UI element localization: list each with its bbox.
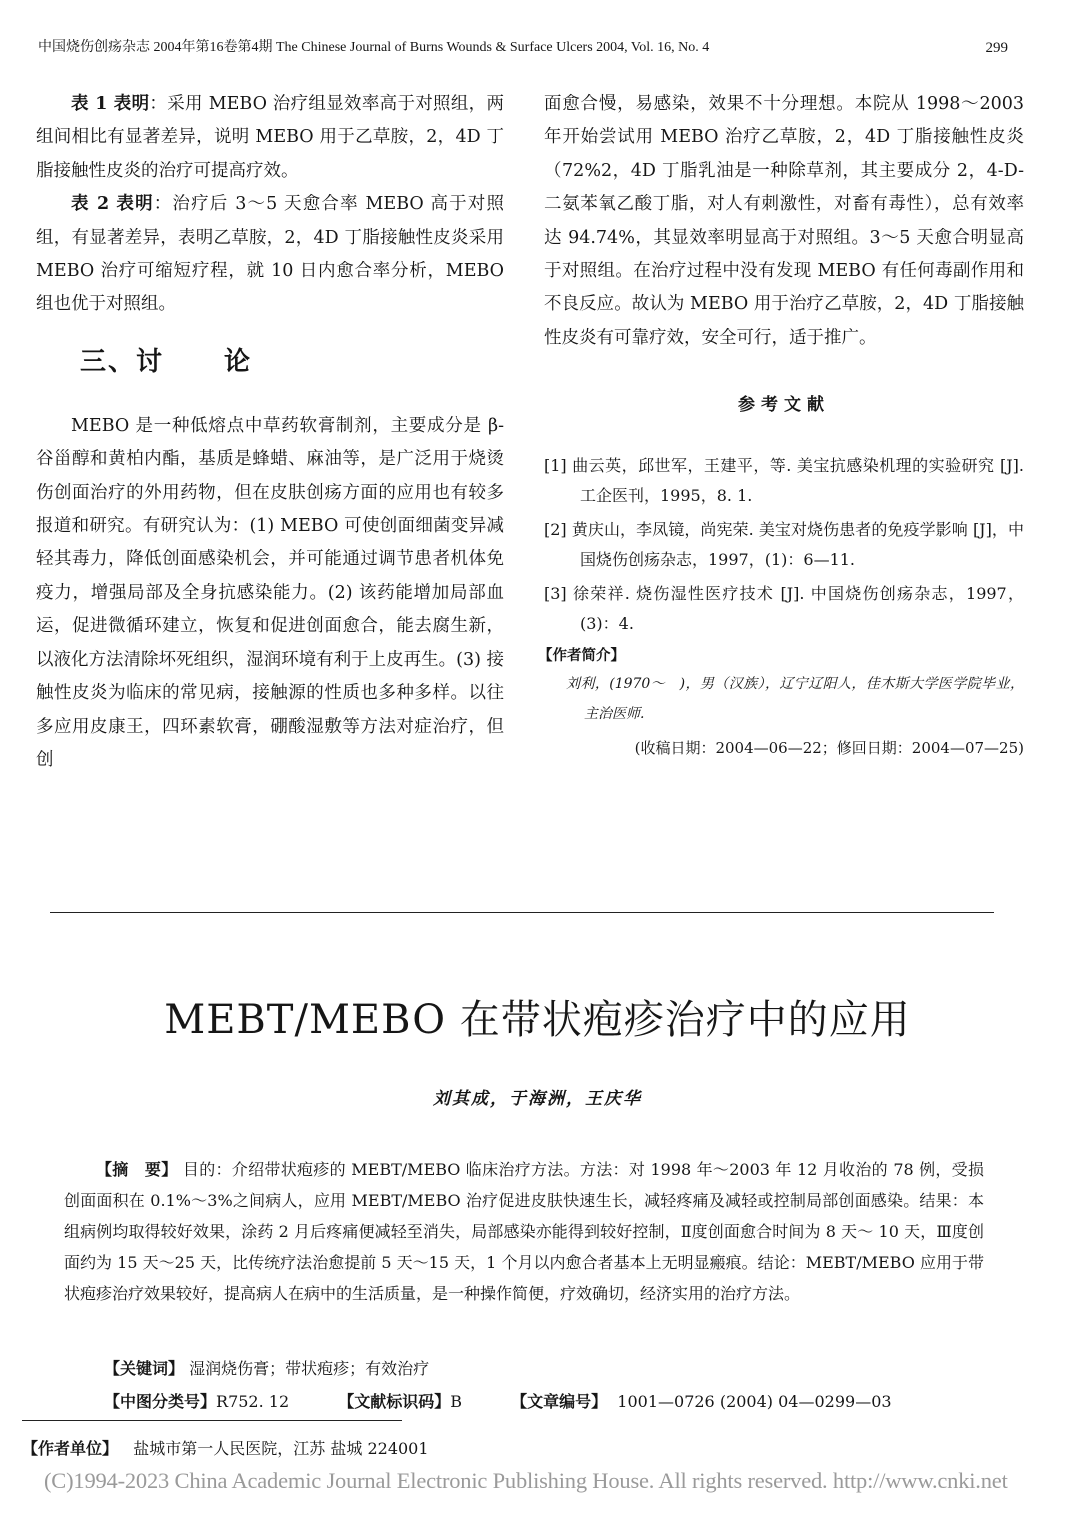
reference-item: [3] 徐荣祥. 烧伤湿性医疗技术 [J]. 中国烧伤创疡杂志，1997，(3)：4. — [544, 583, 1024, 633]
running-header — [38, 38, 1038, 62]
article-divider — [50, 912, 994, 913]
affiliation-value: 盐城市第一人民医院，江苏 盐城 224001 — [133, 1439, 429, 1458]
abstract — [64, 1154, 984, 1309]
copyright-watermark: (C)1994-2023 China Academic Journal Electronic Publishing House. All rights reserved. http://www.cnki.net — [44, 1468, 1008, 1493]
discussion-continuation: 面愈合慢，易感染，效果不十分理想。本院从 1998～2003 年开始尝试用 MEBO 治疗乙草胺，2，4D 丁脂接触性皮炎（72%2，4D 丁脂乳油是一种除草剂，其主要成分 2，4-D-二氨苯氧乙酸丁脂，对人有刺激性，对畜有毒性），总有效率达 94.74%，其显效率明显高于对照组。3～5 天愈合明显高于对照组。在治疗过程中没有发现 MEBO 有任何毒副作用和不良反应。故认为 MEBO 用于治疗乙草胺，2，4D 丁脂接触性皮炎有可靠疗效，安全可行，适于推广。 — [544, 94, 1024, 348]
reference-item: [2] 黄庆山，李凤镜，尚宪荣. 美宝对烧伤患者的免疫学影响 [J]，中国烧伤创疡杂志，1997，(1)：6—11. — [544, 519, 1024, 569]
abstract-label: 【摘 要】 — [96, 1160, 178, 1179]
keywords-label: 【关键词】 — [104, 1359, 185, 1378]
left-column — [36, 88, 504, 777]
article-no-field — [511, 1392, 913, 1411]
doc-code-label: 【文献标识码】 — [338, 1392, 451, 1411]
section-heading-discussion — [36, 340, 504, 384]
table1-text: ：采用 MEBO 治疗组显效率高于对照组，两组间相比有显著差异，说明 MEBO 用于乙草胺，2，4D 丁脂接触性皮炎的治疗可提高疗效。 — [36, 94, 504, 181]
doc-code-value: B — [450, 1392, 463, 1411]
table2-text: ：治疗后 3～5 天愈合率 MEBO 高于对照组，有显著差异，表明乙草胺，2，4D 丁脂接触性皮炎采用 MEBO 治疗可缩短疗程，就 10 日内愈合率分析，MEBO 组也优于对照组。 — [36, 194, 504, 315]
references-title: 参考文献 — [738, 395, 830, 416]
classification-row — [104, 1388, 1044, 1416]
article-authors: 刘其成，于海洲，王庆华 — [433, 1089, 642, 1109]
received-dates: (收稿日期：2004—06—22；修回日期：2004—07—25) — [634, 738, 1024, 757]
doc-code-field — [338, 1392, 484, 1411]
discussion-paragraph: MEBO 是一种低熔点中草药软膏制剂，主要成分是 β-谷甾醇和黄柏内酯，基质是蜂蜡、麻油等，是广泛用于烧烫伤创面治疗的外用药物，但在皮肤创疡方面的应用也有较多报道和研究。有研究认为：(1) MEBO 可使创面细菌变异减轻其毒力，降低创面感染机会，并可能通过调节患者机体免疫力，增强局部及全身抗感染能力。(2) 该药能增加局部血运，促进微循环建立，恢复和促进创面愈合，能去腐生新，以液化方法清除坏死组织，湿润环境有利于上皮再生。(3) 接触性皮炎为临床的常见病，接触源的性质也多种多样。以往多应用皮康王，四环素软膏，硼酸湿敷等方法对症治疗，但创 — [36, 415, 504, 770]
clc-value: R752. 12 — [216, 1392, 290, 1411]
journal-citation: 中国烧伤创疡杂志 2004年第16卷第4期 The Chinese Journal of Burns Wounds & Surface Ulcers 2004, Vol. 16, No. 4 — [38, 40, 710, 55]
author-affiliation — [22, 1435, 922, 1463]
clc-field — [104, 1392, 311, 1411]
right-column — [538, 88, 1024, 763]
keywords-text: 湿润烧伤膏；带状疱疹；有效治疗 — [184, 1359, 430, 1378]
table1-note — [36, 88, 504, 188]
reference-item: [1] 曲云英，邱世军，王建平，等. 美宝抗感染机理的实验研究 [J]. 工企医刊，1995，8. 1. — [544, 455, 1024, 505]
table2-note — [36, 188, 504, 322]
section-heading-part1: 三、讨 — [80, 346, 165, 377]
abstract-paragraph — [64, 1154, 984, 1309]
affiliation-label: 【作者单位】 — [22, 1439, 119, 1458]
table2-label: 表 2 表明 — [71, 194, 154, 215]
clc-label: 【中图分类号】 — [104, 1392, 217, 1411]
author-info-title: 【作者简介】 — [538, 646, 625, 664]
table1-label: 表 1 表明 — [71, 94, 150, 114]
page-number: 299 — [985, 40, 1008, 56]
keywords — [104, 1355, 1004, 1383]
article-title: MEBT/MEBO 在带状疱疹治疗中的应用 — [164, 997, 911, 1043]
section-heading-part2: 论 — [224, 346, 253, 377]
footnote-rule — [22, 1420, 402, 1421]
author-info: 刘利，(1970～ )，男（汉族），辽宁辽阳人，佳木斯大学医学院毕业，主治医师. — [566, 675, 1024, 722]
abstract-text: 目的：介绍带状疱疹的 MEBT/MEBO 临床治疗方法。方法：对 1998 年～2003 年 12 月收治的 78 例，受损创面面积在 0.1%～3%之间病人，应用 MEBT/MEBO 治疗促进皮肤快速生长，减轻疼痛及减轻或控制局部创面感染。结果：本组病例均取得较好效果，涂药 2 月后疼痛便减轻至消失，局部感染亦能得到较好控制，Ⅱ度创面愈合时间为 8 天～ 10 天，Ⅲ度创面约为 15 天～25 天，比传统疗法治愈提前 5 天～15 天，1 个月以内愈合者基本上无明显瘢痕。结论：MEBT/MEBO 应用于带状疱疹治疗效果较好，提高病人在病中的生活质量，是一种操作简便，疗效确切，经济实用的治疗方法。 — [64, 1160, 984, 1303]
article-no-value: 1001—0726 (2004) 04—0299—03 — [617, 1392, 892, 1411]
article-no-label: 【文章编号】 — [511, 1392, 608, 1411]
